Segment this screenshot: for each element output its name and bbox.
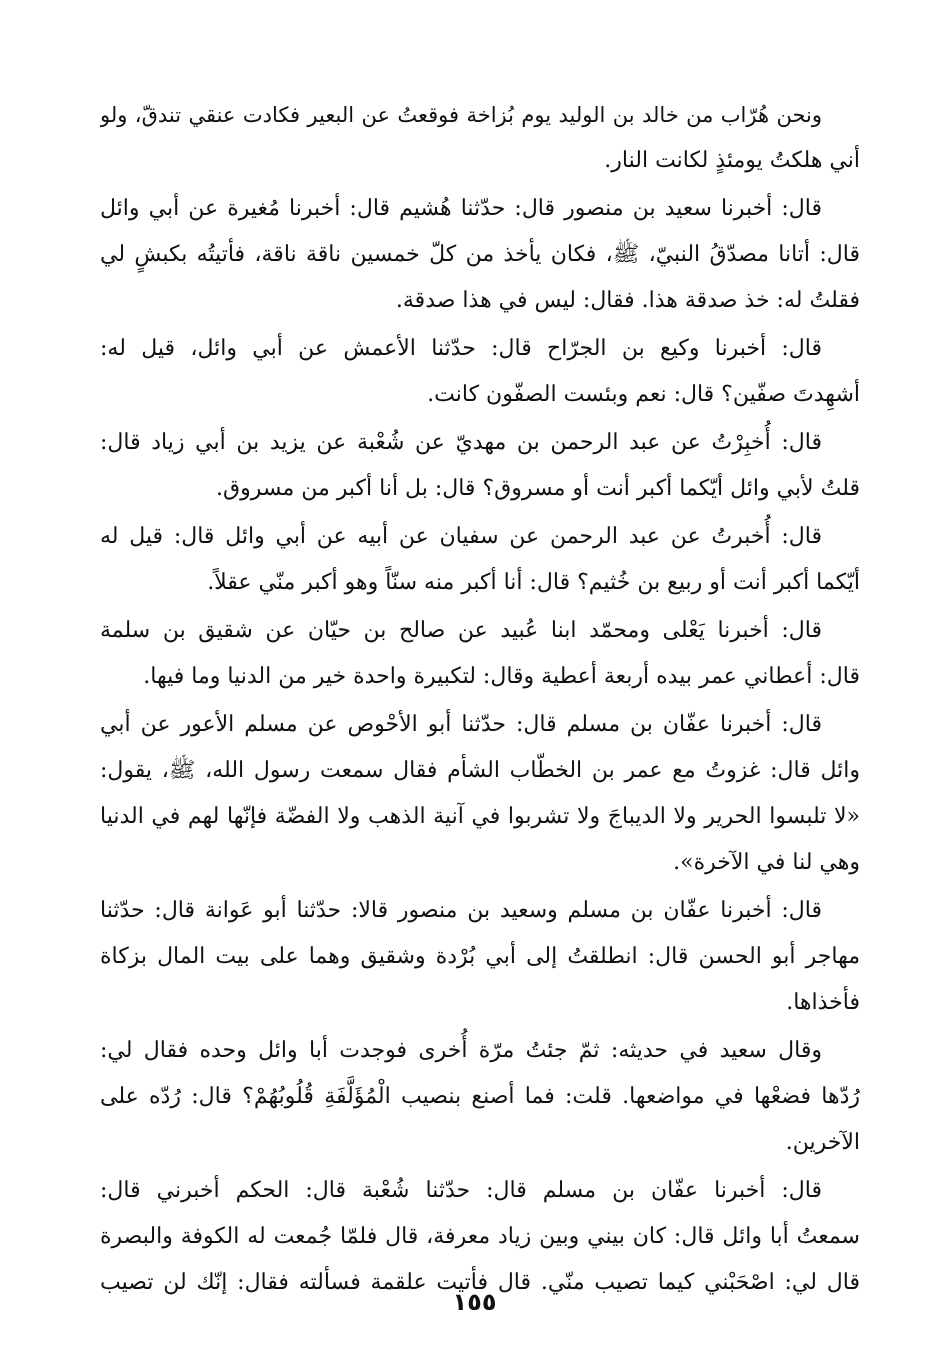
text-line: سمعتُ أبا وائل قال: كان بيني وبين زياد معرفة، قال فلمّا جُمعت له الكوفة والبصرة [100, 1224, 860, 1249]
page-number: ١٥٥ [452, 1288, 497, 1316]
text-line: رُدّها فضعْها في مواضعها. قلت: فما أصنع بنصيب الْمُؤَلَّفَةِ قُلُوبُهُمْ؟ قال: رُدّه على [100, 1084, 860, 1109]
text-line: قال لي: اصْحَبْني كيما تصيب منّي. قال فأتيت علقمة فسألته فقال: إنّك لن تصيب [100, 1270, 860, 1295]
text-line: قال: أُخبِرْتُ عن عبد الرحمن بن مهديّ عن شُعْبة عن يزيد بن أبي زياد قال: [100, 430, 822, 455]
paragraph [100, 92, 860, 184]
text-line: «لا تلبسوا الحرير ولا الديباجَ ولا تشربوا في آنية الذهب ولا الفضّة فإنّها لهم في الدنيا [100, 804, 860, 829]
text-line: قال: أخبرنا عفّان بن مسلم قال: حدّثنا أبو الأحْوص عن مسلم الأعور عن أبي [100, 712, 822, 737]
paragraph [100, 1168, 860, 1306]
text-line: أيّكما أكبر أنت أو ربيع بن خُثيم؟ قال: أنا أكبر منه سنّاً وهو أكبر منّي عقلاً. [207, 570, 860, 595]
text-line: قال: أعطاني عمر بيده أربعة أعطية وقال: لتكبيرة واحدة خير من الدنيا وما فيها. [143, 664, 860, 689]
paragraph [100, 888, 860, 1026]
text-line: وقال سعيد في حديثه: ثمّ جئتُ مرّة أُخرى فوجدت أبا وائل وحده فقال لي: [100, 1038, 822, 1063]
paragraph [100, 420, 860, 512]
text-line: قال: أخبرنا عفّان بن مسلم قال: حدّثنا شُعْبة قال: الحكم أخبرني قال: [100, 1178, 822, 1203]
text-line: قال: أخبرنا وكيع بن الجرّاح قال: حدّثنا الأعمش عن أبي وائل، قيل له: [100, 336, 822, 361]
paragraph [100, 514, 860, 606]
text-line: الآخرين. [785, 1130, 860, 1155]
text-line: قال: أخبرنا سعيد بن منصور قال: حدّثنا هُشيم قال: أخبرنا مُغيرة عن أبي وائل [100, 196, 822, 221]
paragraph [100, 326, 860, 418]
text-line: قال: أتانا مصدّقُ النبيّ، ﷺ، فكان يأخذ من كلّ خمسين ناقة ناقة، فأتيتُه بكبشٍ لي [100, 242, 860, 267]
text-line: أشهِدتَ صفّين؟ قال: نعم وبئست الصفّون كانت. [427, 382, 860, 407]
text-line: قال: أُخبرتُ عن عبد الرحمن عن سفيان عن أبيه عن أبي وائل قال: قيل له [100, 524, 822, 549]
text-line: قال: أخبرنا عفّان بن مسلم وسعيد بن منصور قالا: حدّثنا أبو عَوانة قال: حدّثنا [100, 898, 822, 923]
text-line: مهاجر أبو الحسن قال: انطلقتُ إلى أبي بُرْدة وشقيق وهما على بيت المال بزكاة [100, 944, 860, 969]
document-page [100, 92, 860, 1308]
text-line: فقلتُ له: خذ صدقة هذا. فقال: ليس في هذا صدقة. [395, 288, 860, 313]
text-line: قلتُ لأبي وائل أيّكما أكبر أنت أو مسروق؟ قال: بل أنا أكبر من مسروق. [216, 476, 860, 501]
paragraph [100, 702, 860, 886]
text-line: أني هلكتُ يومئذٍ لكانت النار. [604, 148, 860, 173]
paragraph [100, 608, 860, 700]
paragraph [100, 1028, 860, 1166]
text-line: وهي لنا في الآخرة». [673, 850, 860, 875]
text-line: ونحن هُرّاب من خالد بن الوليد يوم بُزاخة فوقعتُ عن البعير فكادت عنقي تندقّ، ولو [100, 103, 822, 127]
paragraph [100, 186, 860, 324]
text-line: فأخذاها. [786, 990, 860, 1015]
text-line: قال: أخبرنا يَعْلى ومحمّد ابنا عُبيد عن صالح بن حيّان عن شقيق بن سلمة [100, 618, 822, 643]
text-line: وائل قال: غزوتُ مع عمر بن الخطّاب الشأم فقال سمعت رسول الله، ﷺ، يقول: [100, 758, 860, 783]
